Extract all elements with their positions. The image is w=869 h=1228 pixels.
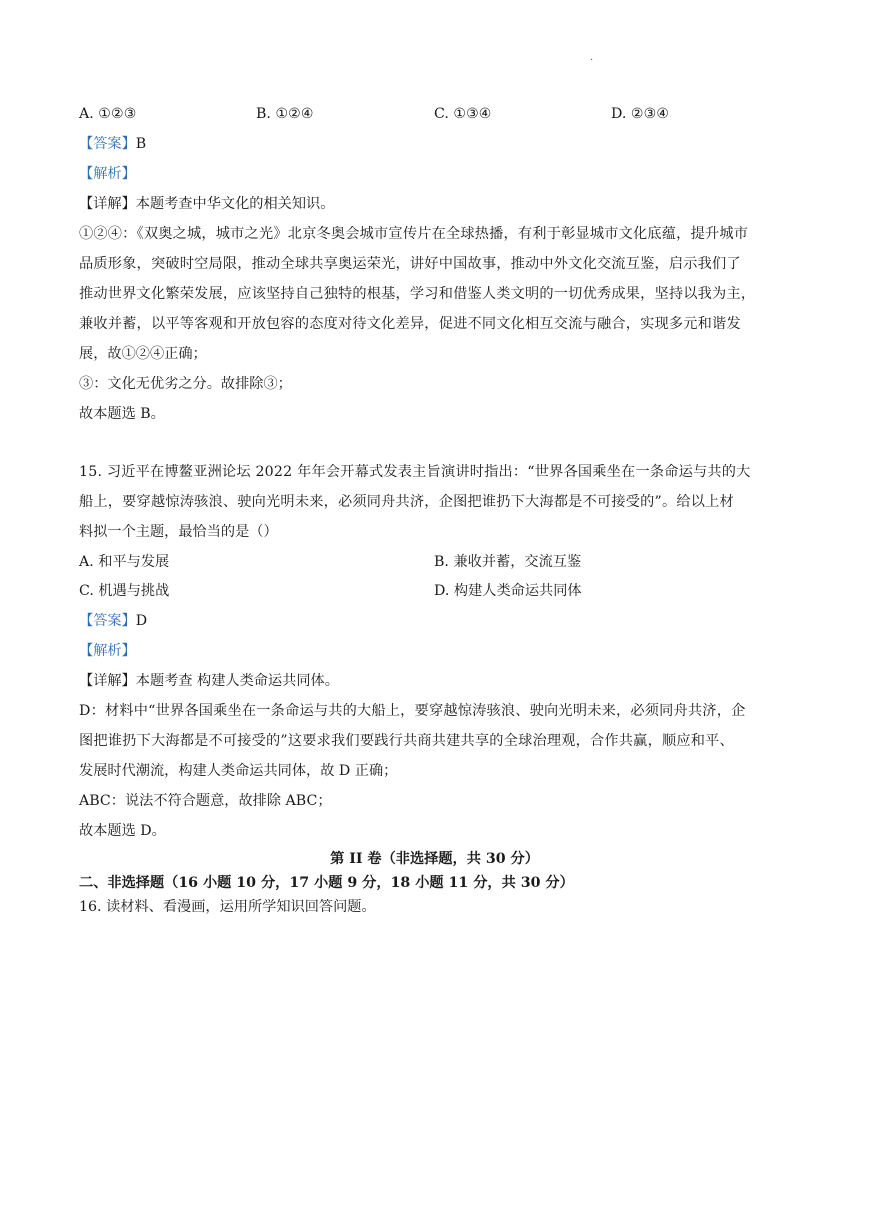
q15-explanation-line: ABC：说法不符合题意，故排除 ABC； — [79, 793, 332, 809]
part2-title: 第 II 卷（非选择题，共 30 分） — [330, 851, 539, 867]
q14-explanation-line: 展，故①②④正确； — [79, 346, 207, 362]
q15-option-a: A. 和平与发展 — [79, 554, 170, 570]
q15-analysis-tag: 【解析】 — [79, 643, 136, 659]
q14-option-c: C. ①③④ — [434, 106, 492, 122]
q14-explanation-line: ①②④：《双奥之城，城市之光》北京冬奥会城市宣传片在全球热播，有利于彰显城市文化底蕴，提升城市 — [79, 226, 749, 242]
q15-stem-line: 船上，要穿越惊涛骇浪、驶向光明未来，必须同舟共济，企图把谁扔下大海都是不可接受的”。给以上材 — [79, 494, 734, 510]
part2-section-heading: 二、非选择题（16 小题 10 分，17 小题 9 分，18 小题 11 分，共 30 分） — [79, 875, 574, 891]
q14-explanation-line: 兼收并蓄，以平等客观和开放包容的态度对待文化差异，促进不同文化相互交流与融合，实现多元和谐发 — [79, 316, 741, 332]
answer-tag: 【答案】 — [79, 136, 136, 152]
q14-analysis-tag: 【解析】 — [79, 166, 136, 182]
detail-tag: 【详解】 — [79, 673, 136, 689]
q14-explanation-line: 品质形象，突破时空局限，推动全球共享奥运荣光，讲好中国故事，推动中外文化交流互鉴，启示我们了 — [79, 256, 741, 272]
q14-detail — [79, 194, 334, 214]
answer-value: D — [135, 613, 148, 629]
q14-explanation-line: 推动世界文化繁荣发展，应该坚持自己独特的根基，学习和借鉴人类文明的一切优秀成果，坚持以我为主， — [79, 286, 756, 302]
q16-stem: 16. 读材料、看漫画，运用所学知识回答问题。 — [79, 899, 376, 915]
answer-value: B — [135, 136, 147, 152]
detail-tag: 【详解】 — [79, 196, 136, 212]
q15-option-b: B. 兼收并蓄，交流互鉴 — [434, 554, 582, 570]
q15-detail — [79, 671, 339, 691]
q15-explanation-line: 故本题选 D。 — [79, 823, 166, 839]
q14-option-d: D. ②③④ — [611, 106, 670, 122]
q14-explanation-line: ③：文化无优劣之分。故排除③； — [79, 376, 292, 392]
header-dot: . — [590, 52, 594, 63]
q15-explanation-line: 图把谁扔下大海都是不可接受的”这要求我们要践行共商共建共享的全球治理观，合作共赢，顺应和平、 — [79, 733, 734, 749]
q14-option-a: A. ①②③ — [79, 106, 137, 122]
detail-intro: 本题考查 构建人类命运共同体。 — [135, 673, 339, 689]
q15-stem-line: 料拟一个主题，最恰当的是（） — [79, 524, 278, 540]
q15-explanation-line: D：材料中“世界各国乘坐在一条命运与共的大船上，要穿越惊涛骇浪、驶向光明未来，必须同舟共济，企 — [79, 703, 746, 719]
q14-answer — [79, 134, 146, 154]
detail-intro: 本题考查中华文化的相关知识。 — [135, 196, 335, 212]
q15-option-c: C. 机遇与挑战 — [79, 583, 170, 599]
q15-option-d: D. 构建人类命运共同体 — [434, 583, 582, 599]
q15-answer — [79, 611, 147, 631]
q14-explanation-line: 故本题选 B。 — [79, 406, 165, 422]
answer-tag: 【答案】 — [79, 613, 136, 629]
q15-explanation-line: 发展时代潮流，构建人类命运共同体，故 D 正确； — [79, 763, 398, 779]
q15-stem-line: 15. 习近平在博鳌亚洲论坛 2022 年年会开幕式发表主旨演讲时指出：“世界各国乘坐在一条命运与共的大 — [79, 464, 751, 480]
q14-option-b: B. ①②④ — [256, 106, 314, 122]
